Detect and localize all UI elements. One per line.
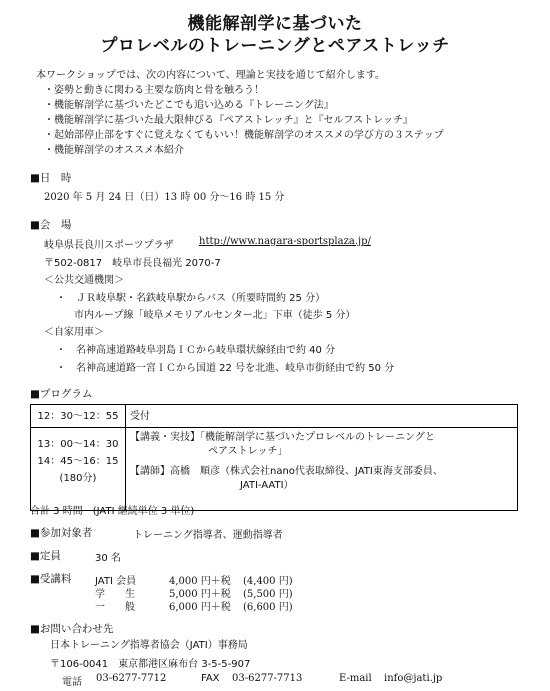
instructor-line-1: 【講師】高橋 順彦（株式会社nano代表取締役、JATI東海支部委員、 — [130, 466, 443, 477]
reception-time: 12：30〜12：55 — [37, 411, 119, 422]
fee-total: (6,600 円) — [243, 602, 293, 613]
contact-address: 〒106-0041 東京都港区麻布台 3-5-5-907 — [50, 659, 251, 670]
fee-price: 5,000 円＋税 — [169, 589, 231, 600]
session-time-cell — [31, 428, 126, 511]
program-table — [30, 404, 518, 511]
session-duration: (180分) — [59, 473, 97, 484]
session-time-1: 13：00〜14：30 — [37, 439, 119, 450]
fee-category: 一 般 — [95, 602, 135, 613]
intro-bullet: ・機能解剖学に基づいた最大限伸びる『ペアストレッチ』と『セルフストレッチ』 — [44, 115, 413, 126]
fee-total: (5,500 円) — [243, 589, 293, 600]
intro-bullet: ・起始部停止部をすぐに覚えなくてもいい！機能解剖学のオススメの学び方の３ステップ — [44, 130, 444, 141]
venue-address: 〒502-0817 岐阜市長良福光 2070-7 — [44, 258, 221, 269]
fee-price: 6,000 円＋税 — [169, 602, 231, 613]
capacity-heading: ■定員 — [30, 550, 61, 562]
email-link[interactable]: info@jati.jp — [384, 673, 443, 684]
tel-label: 電話 — [62, 677, 82, 688]
fee-category: JATI 会員 — [95, 576, 137, 587]
reception-time-cell — [31, 405, 126, 428]
table-row — [31, 428, 518, 511]
audience-heading: ■参加対象者 — [30, 527, 93, 539]
fee-price: 4,000 円＋税 — [169, 576, 231, 587]
datetime-heading: ■日 時 — [30, 172, 72, 184]
contact-heading: ■お問い合わせ先 — [30, 623, 114, 635]
fax-value: 03-6277-7713 — [232, 673, 303, 684]
car-line: ・ 名神高速道路岐阜羽島ＩＣから岐阜環状線経由で約 40 分 — [56, 345, 336, 356]
title-line-1: 機能解剖学に基づいた — [187, 14, 363, 34]
venue-url-link[interactable]: http://www.nagara-sportsplaza.jp/ — [199, 236, 371, 247]
program-heading: ■プログラム — [30, 388, 93, 400]
lecture-line-1: 【講義・実技】「機能解剖学に基づいたプロレベルのトレーニングと — [130, 432, 435, 443]
email-label: E-mail — [339, 673, 372, 684]
venue-heading: ■会 場 — [30, 219, 72, 231]
datetime-value: 2020 年 5 月 24 日（日）13 時 00 分〜16 時 15 分 — [44, 192, 285, 203]
public-transport-line: ・ ＪＲ岐阜駅・名鉄岐阜駅からバス（所要時間約 25 分） — [56, 293, 326, 304]
program-total: 合計 3 時間 (JATI 継続単位 3 単位) — [30, 506, 195, 517]
intro-bullet: ・姿勢と動きに関わる主要な筋肉と骨を触ろう！ — [44, 85, 264, 96]
tel-value: 03-6277-7712 — [96, 673, 167, 684]
table-row — [31, 405, 518, 428]
fax-label: FAX — [201, 673, 220, 684]
reception-label: 受付 — [130, 411, 150, 422]
car-heading: ＜自家用車＞ — [44, 327, 104, 338]
fee-category: 学 生 — [95, 589, 135, 600]
lecture-line-2: ペアストレッチ」 — [208, 446, 288, 457]
intro-bullet: ・機能解剖学に基づいたどこでも追い込める『トレーニング法』 — [44, 100, 334, 111]
instructor-line-2: JATI-AATI） — [240, 480, 294, 491]
public-transport-heading: ＜公共交通機関＞ — [44, 275, 124, 286]
contact-org: 日本トレーニング指導者協会（JATI）事務局 — [50, 640, 248, 651]
audience-value: トレーニング指導者、運動指導者 — [133, 530, 283, 541]
venue-name: 岐阜県長良川スポーツプラザ — [44, 240, 174, 251]
title-line-2: プロレベルのトレーニングとペアストレッチ — [100, 36, 450, 56]
car-line: ・ 名神高速道路一宮ＩＣから国道 22 号を北進、岐阜市街経由で約 50 分 — [56, 363, 395, 374]
intro-bullet: ・機能解剖学のオススメ本紹介 — [44, 145, 184, 156]
fee-total: (4,400 円) — [243, 576, 293, 587]
session-detail-cell — [126, 428, 518, 511]
public-transport-line: 市内ループ線「岐阜メモリアルセンター北」下車（徒歩 5 分） — [74, 310, 356, 321]
intro-lead: 本ワークショップでは、次の内容について、理論と実技を通じて紹介します。 — [36, 70, 385, 81]
capacity-value: 30 名 — [95, 553, 121, 564]
fees-heading: ■受講料 — [30, 573, 72, 585]
session-time-2: 14：45〜16：15 — [37, 456, 119, 467]
reception-label-cell — [126, 405, 518, 428]
